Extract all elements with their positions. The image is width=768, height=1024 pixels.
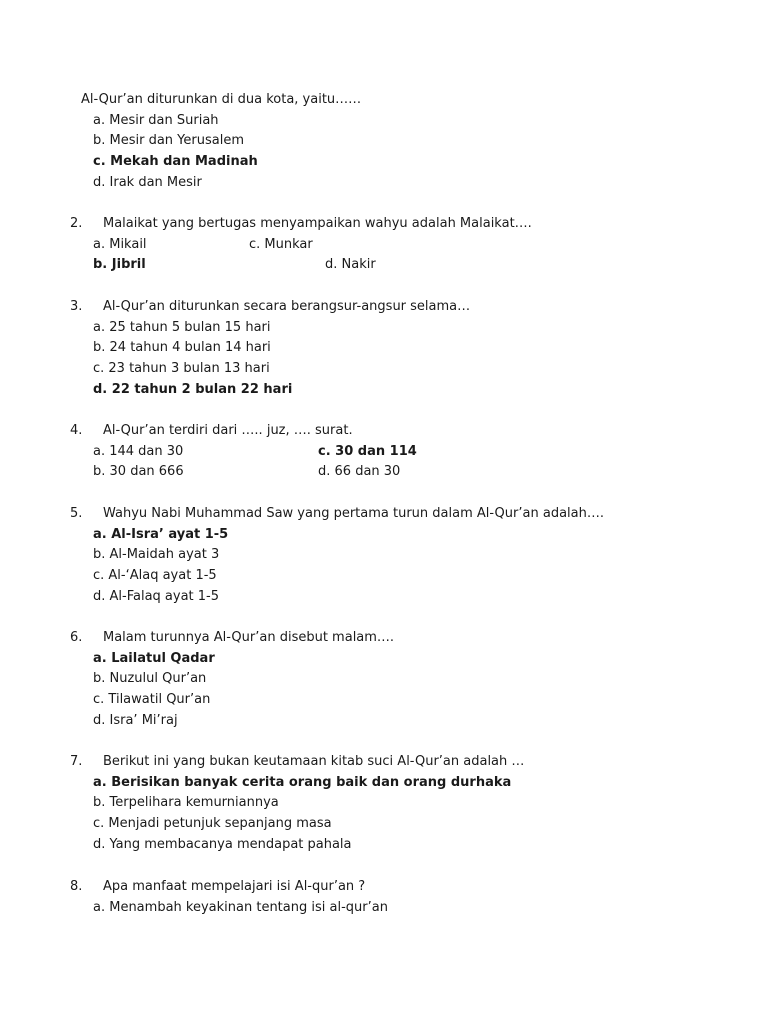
question-text: Al-Qur’an diturunkan secara berangsur-angsur selama…: [103, 299, 471, 314]
question-2: [0, 214, 768, 276]
option-b: b. Nuzulul Qur’an: [93, 671, 207, 687]
question-number: 3.: [70, 299, 83, 314]
question-7: [0, 752, 768, 855]
question-number: 7.: [70, 754, 83, 769]
question-text: Wahyu Nabi Muhammad Saw yang pertama turun dalam Al-Qur’an adalah….: [103, 506, 604, 521]
question-number: 8.: [70, 879, 83, 894]
option-d-answer: d. 22 tahun 2 bulan 22 hari: [93, 381, 293, 397]
option-a: a. Mesir dan Suriah: [93, 112, 219, 128]
option-b: b. 30 dan 666: [93, 464, 184, 480]
question-8: [0, 877, 768, 918]
question-text: Al-Qur’an terdiri dari ….. juz, …. surat.: [103, 423, 353, 438]
question-text: Malam turunnya Al-Qur’an disebut malam….: [103, 630, 395, 645]
option-c: c. Menjadi petunjuk sepanjang masa: [93, 816, 332, 832]
option-b: b. 24 tahun 4 bulan 14 hari: [93, 340, 271, 356]
option-a-answer: a. Lailatul Qadar: [93, 650, 215, 666]
question-6: [0, 628, 768, 731]
question-text: Al-Qur’an diturunkan di dua kota, yaitu……: [81, 92, 362, 107]
option-b: b. Al-Maidah ayat 3: [93, 547, 220, 563]
option-c: c. Munkar: [249, 236, 313, 252]
question-number: 5.: [70, 506, 83, 521]
question-1: [0, 90, 768, 193]
option-d: d. 66 dan 30: [318, 464, 401, 480]
question-text: Berikut ini yang bukan keutamaan kitab suci Al-Qur’an adalah …: [103, 754, 525, 769]
option-d: d. Yang membacanya mendapat pahala: [93, 836, 352, 852]
option-a-answer: a. Berisikan banyak cerita orang baik dan orang durhaka: [93, 774, 512, 790]
option-a-answer: a. Al-Isra’ ayat 1-5: [93, 526, 229, 542]
option-c: c. Al-‘Alaq ayat 1-5: [93, 568, 217, 584]
question-4: [0, 421, 768, 483]
question-number: 6.: [70, 630, 83, 645]
option-a: a. Menambah keyakinan tentang isi al-qur’an: [93, 899, 388, 915]
option-b-answer: b. Jibril: [93, 257, 146, 273]
question-number: 2.: [70, 216, 83, 231]
option-a: a. 144 dan 30: [93, 443, 184, 459]
option-a: a. Mikail: [93, 236, 147, 252]
option-a: a. 25 tahun 5 bulan 15 hari: [93, 319, 271, 335]
question-number: 4.: [70, 423, 83, 438]
option-d: d. Nakir: [325, 257, 376, 273]
option-c-answer: c. 30 dan 114: [318, 443, 417, 459]
option-c: c. Tilawatil Qur’an: [93, 692, 211, 708]
question-text: Malaikat yang bertugas menyampaikan wahyu adalah Malaikat….: [103, 216, 532, 231]
question-5: [0, 504, 768, 607]
option-c-answer: c. Mekah dan Madinah: [93, 154, 258, 170]
question-text: Apa manfaat mempelajari isi Al-qur’an ?: [103, 879, 366, 894]
option-d: d. Irak dan Mesir: [93, 174, 202, 190]
option-b: b. Mesir dan Yerusalem: [93, 133, 244, 149]
option-d: d. Al-Falaq ayat 1-5: [93, 588, 220, 604]
option-b: b. Terpelihara kemurniannya: [93, 795, 279, 811]
question-3: [0, 297, 768, 400]
option-d: d. Isra’ Mi’raj: [93, 712, 178, 728]
option-c: c. 23 tahun 3 bulan 13 hari: [93, 361, 270, 377]
